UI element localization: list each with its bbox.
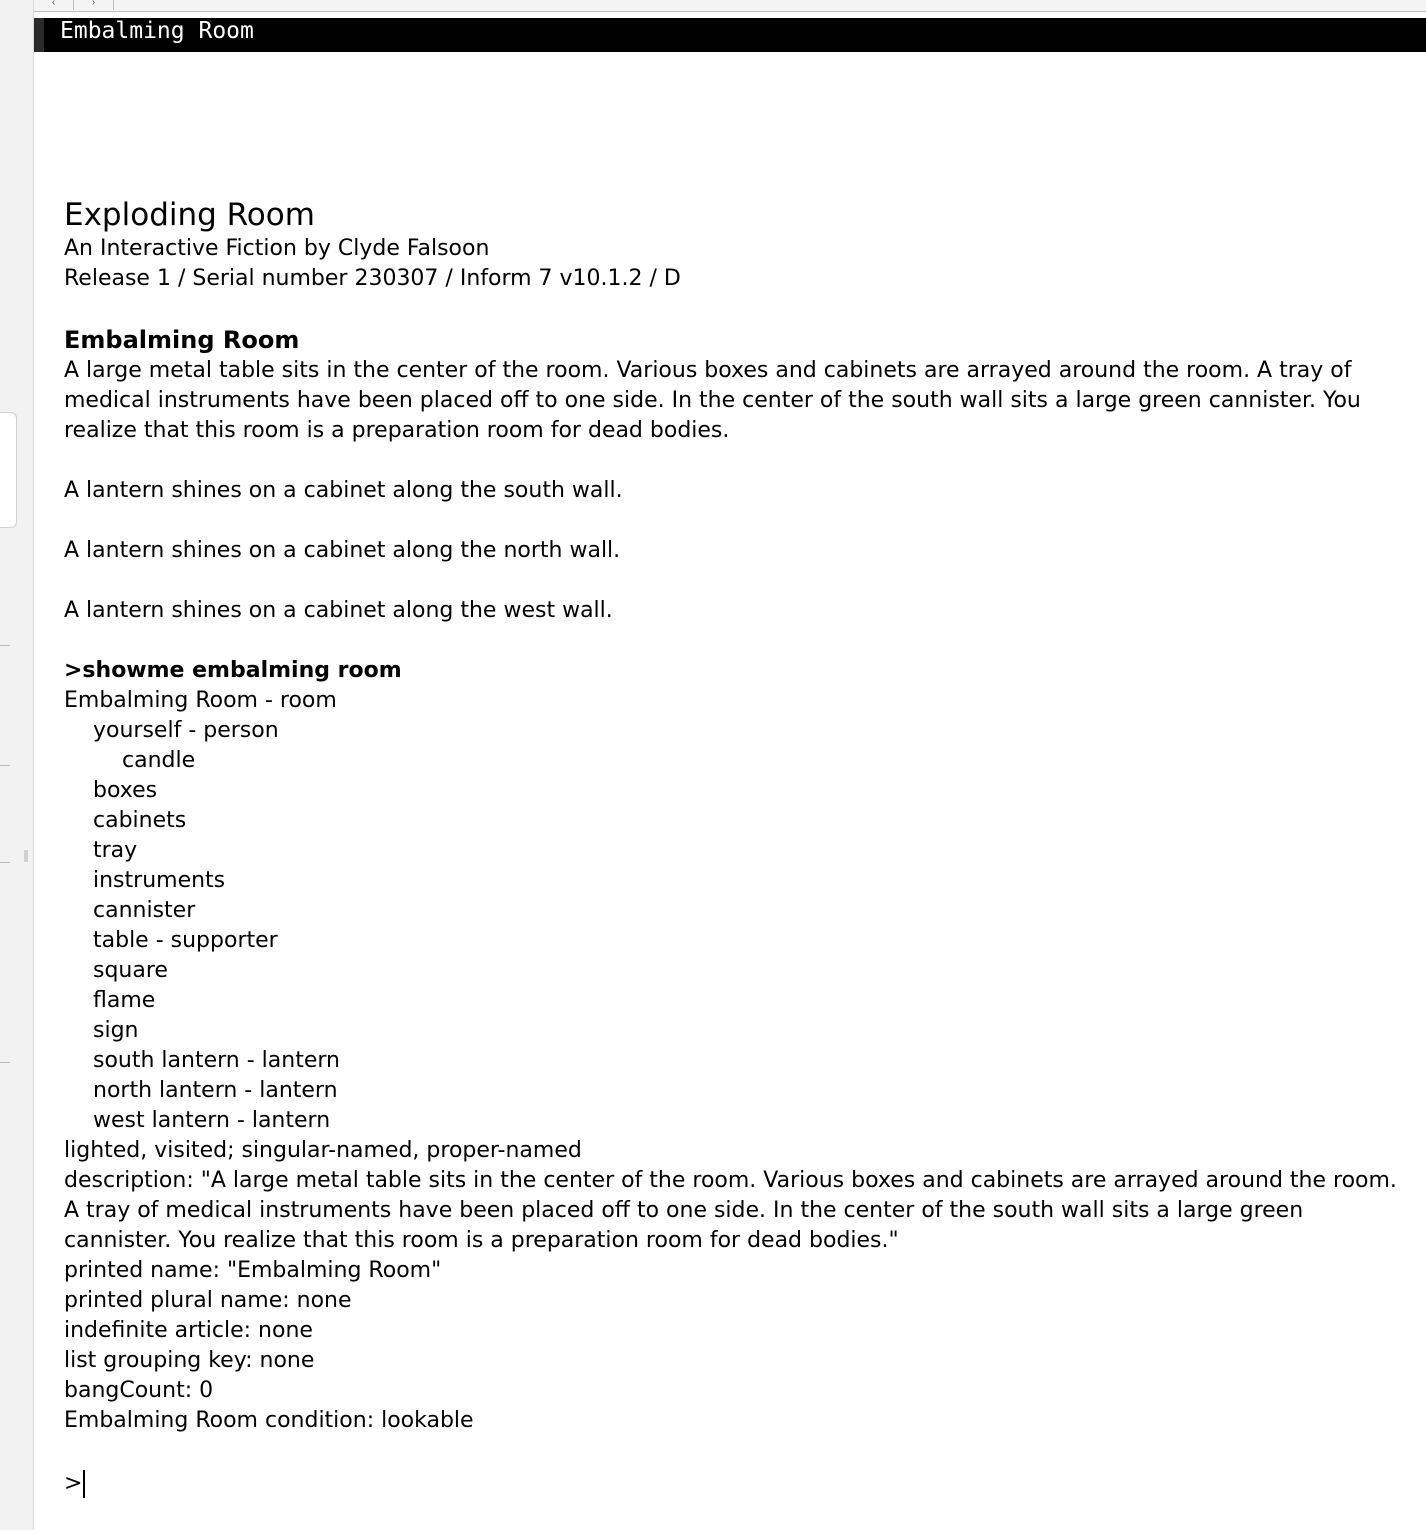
room-description: A large metal table sits in the center of the room. Various boxes and cabinets are arrayed around the room. A tray of medical instruments have been placed off to one side. In the center of the south wall sits a large green cannister. You realize that this room is a preparation room for dead bodies. bbox=[64, 358, 1368, 443]
showme-properties: lighted, visited; singular-named, proper-named bbox=[64, 1138, 582, 1163]
tree-item: cannister bbox=[93, 898, 196, 923]
tree-item: west lantern - lantern bbox=[93, 1108, 331, 1133]
tree-item: flame bbox=[93, 988, 156, 1013]
left-sidebar-edge bbox=[0, 0, 34, 1530]
showme-description: description: "A large metal table sits in the center of the room. Various boxes and cabinets are arrayed around the room. A tray of medical instruments have been placed off to one side. In the center of the south wall sits a large green cannister. You realize that this room is a preparation room for dead bodies." bbox=[64, 1168, 1404, 1253]
tree-item: square bbox=[93, 958, 168, 983]
showme-root: Embalming Room - room bbox=[64, 688, 337, 713]
player-command: >showme embalming room bbox=[64, 658, 402, 683]
tree-item: sign bbox=[93, 1018, 139, 1043]
forward-button[interactable] bbox=[74, 0, 114, 10]
story-release: Release 1 / Serial number 230307 / Inform 7 v10.1.2 / D bbox=[64, 266, 681, 291]
sidebar-divider bbox=[0, 862, 10, 863]
status-location: Embalming Room bbox=[60, 18, 254, 44]
lantern-south-text: A lantern shines on a cabinet along the south wall. bbox=[64, 478, 623, 503]
status-bar bbox=[34, 18, 1426, 52]
sidebar-divider bbox=[0, 645, 10, 646]
chevron-left-icon: ‹ bbox=[51, 0, 56, 8]
tree-item: instruments bbox=[93, 868, 226, 893]
sidebar-panel-edge bbox=[0, 412, 17, 528]
tree-item: boxes bbox=[93, 778, 158, 803]
showme-object-tree bbox=[64, 716, 1416, 1136]
tree-item: north lantern - lantern bbox=[93, 1078, 338, 1103]
showme-printed-plural-name: printed plural name: none bbox=[64, 1288, 352, 1313]
showme-indefinite-article: indefinite article: none bbox=[64, 1318, 313, 1343]
showme-printed-name: printed name: "Embalming Room" bbox=[64, 1258, 442, 1283]
sidebar-divider bbox=[0, 765, 10, 766]
lantern-north-text: A lantern shines on a cabinet along the north wall. bbox=[64, 538, 621, 563]
game-transcript bbox=[64, 196, 1416, 1502]
tree-item: yourself - person bbox=[93, 718, 279, 743]
tree-item: tray bbox=[93, 838, 138, 863]
showme-bang-count: bangCount: 0 bbox=[64, 1378, 214, 1403]
chevron-right-icon: › bbox=[91, 0, 96, 8]
text-cursor bbox=[83, 1470, 85, 1498]
tree-item: cabinets bbox=[93, 808, 187, 833]
back-button[interactable] bbox=[34, 0, 74, 10]
command-input[interactable] bbox=[64, 1466, 1416, 1502]
tree-item: table - supporter bbox=[93, 928, 278, 953]
lantern-west-text: A lantern shines on a cabinet along the west wall. bbox=[64, 598, 613, 623]
room-heading: Embalming Room bbox=[64, 326, 300, 354]
showme-list-grouping-key: list grouping key: none bbox=[64, 1348, 315, 1373]
tree-item: candle bbox=[122, 748, 196, 773]
story-title: Exploding Room bbox=[64, 197, 315, 233]
story-byline: An Interactive Fiction by Clyde Falsoon bbox=[64, 236, 490, 261]
pane-resize-handle[interactable] bbox=[24, 850, 28, 862]
tree-item: south lantern - lantern bbox=[93, 1048, 340, 1073]
showme-condition: Embalming Room condition: lookable bbox=[64, 1408, 474, 1433]
prompt-symbol: > bbox=[64, 1471, 83, 1496]
toolbar-strip bbox=[34, 0, 1426, 12]
sidebar-divider bbox=[0, 1062, 10, 1063]
